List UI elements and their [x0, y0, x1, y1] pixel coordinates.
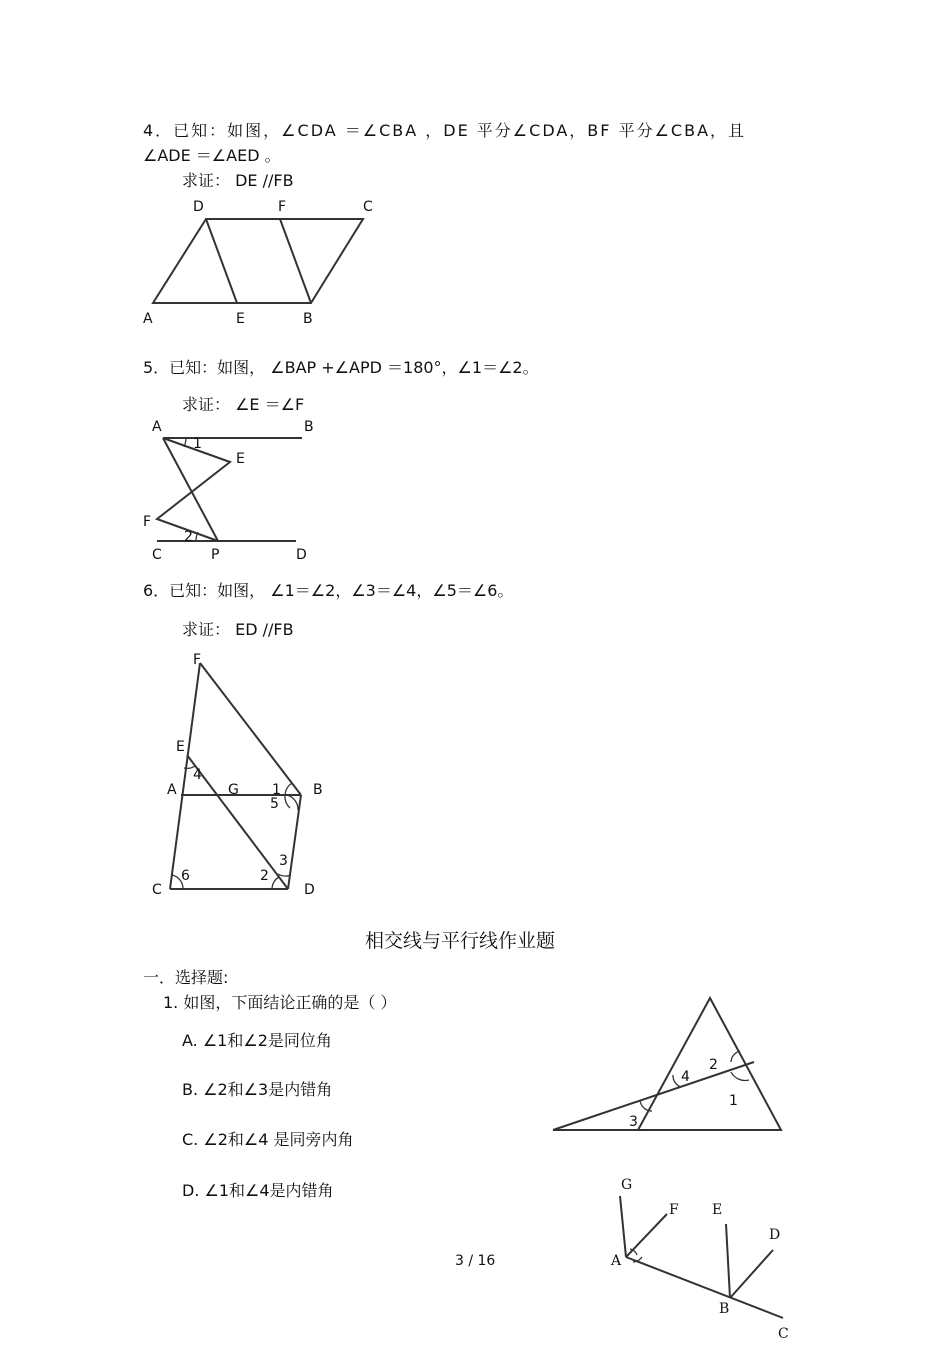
label-E: E — [236, 311, 245, 327]
option-c: C. ∠2和∠4 是同旁内角 — [182, 1130, 354, 1149]
label-P: P — [211, 547, 220, 563]
problem4-text-line2: ∠ADE ＝∠AED 。 — [143, 146, 281, 165]
option-a: A. ∠1和∠2是同位角 — [182, 1031, 332, 1050]
label-F: F — [143, 514, 152, 530]
label-D: D — [769, 1227, 781, 1243]
label-C: C — [363, 199, 373, 215]
label-E: E — [176, 739, 185, 755]
ray-BD — [730, 1250, 773, 1298]
label-B: B — [719, 1301, 730, 1317]
label-angle-1: 1 — [193, 436, 202, 452]
label-E: E — [236, 451, 245, 467]
label-angle-4: 4 — [193, 767, 202, 783]
ray-AF — [626, 1214, 667, 1257]
label-F: F — [278, 199, 287, 215]
label-D: D — [296, 547, 307, 563]
label-C: C — [778, 1326, 789, 1342]
label-B: B — [304, 419, 314, 435]
question-1: 1. 如图，下面结论正确的是（ ） — [163, 993, 397, 1012]
label-F: F — [669, 1202, 679, 1218]
label-G: G — [228, 782, 239, 798]
option-b: B. ∠2和∠3是内错角 — [182, 1080, 333, 1099]
label-A: A — [611, 1253, 622, 1269]
problem4-text-line1: 4．已知：如图，∠CDA ＝∠CBA ，DE 平分∠CDA，BF 平分∠CBA，且 — [143, 121, 747, 140]
label-angle-6: 6 — [181, 868, 190, 884]
section-title: 相交线与平行线作业题 — [365, 930, 556, 952]
section-heading: 一．选择题: — [143, 968, 229, 987]
ray-AG — [620, 1196, 626, 1257]
label-E: E — [712, 1202, 723, 1218]
label-A: A — [143, 311, 153, 327]
label-angle-1: 1 — [272, 782, 281, 798]
option-d: D. ∠1和∠4是内错角 — [182, 1181, 334, 1200]
label-angle-1: 1 — [729, 1093, 738, 1109]
label-A: A — [167, 782, 177, 798]
problem5-given: 5．已知：如图， ∠BAP +∠APD ＝180°，∠1＝∠2。 — [143, 358, 539, 377]
label-angle-2: 2 — [184, 529, 193, 545]
label-angle-5: 5 — [270, 796, 279, 812]
label-C: C — [152, 882, 162, 898]
label-B: B — [303, 311, 313, 327]
label-angle-4: 4 — [681, 1069, 690, 1085]
label-D: D — [193, 199, 204, 215]
label-B: B — [313, 782, 323, 798]
problem6-prove: 求证： ED //FB — [182, 620, 294, 639]
label-D: D — [304, 882, 315, 898]
label-C: C — [152, 547, 162, 563]
label-G: G — [621, 1177, 633, 1193]
problem5-prove: 求证： ∠E ＝∠F — [182, 395, 305, 414]
page-number: 3 / 16 — [455, 1253, 496, 1269]
label-angle-2: 2 — [260, 868, 269, 884]
ray-BE — [726, 1224, 730, 1298]
label-F: F — [193, 652, 202, 668]
problem6-given: 6．已知：如图， ∠1＝∠2，∠3＝∠4，∠5＝∠6。 — [143, 581, 514, 600]
label-angle-2: 2 — [709, 1057, 718, 1073]
label-angle-3: 3 — [629, 1114, 638, 1130]
label-angle-3: 3 — [279, 853, 288, 869]
problem4-prove: 求证： DE //FB — [182, 171, 294, 190]
label-A: A — [152, 419, 162, 435]
